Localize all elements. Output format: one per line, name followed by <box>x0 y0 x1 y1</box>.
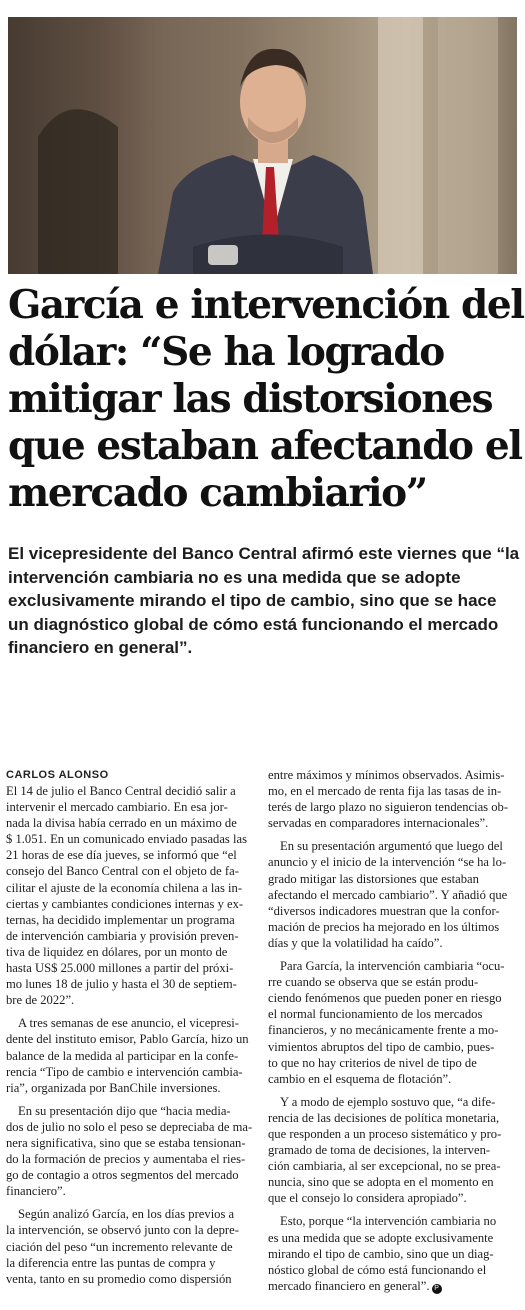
end-mark-icon: P <box>432 1284 442 1294</box>
body-text-line: financieros, y no mecánicamente frente a mo- <box>268 1023 499 1038</box>
body-text-line: Para García, la intervención cambiaria “ocu- <box>280 959 505 974</box>
body-text-line: ciendo fenómenos que pueden poner en riesgo <box>268 991 502 1006</box>
body-text-line: nera significativa, sino que se estaba tensionan- <box>6 1135 246 1150</box>
body-text-line: nuncia, sino que se adopta en el momento en <box>268 1175 494 1190</box>
headline <box>8 282 524 517</box>
lede-line: un diagnóstico global de cómo está funcionando el mercado <box>8 614 499 634</box>
lede <box>8 542 520 660</box>
body-text-line: mo, en el mercado de renta fija las tasas de in- <box>268 784 502 799</box>
body-text-line: que el consejo lo considera apropiado”. <box>268 1191 467 1206</box>
body-text-line: mación de precios ha mejorado en los últimos <box>268 919 500 934</box>
body-text-line: go de contagio a otros segmentos del mercado <box>6 1168 239 1183</box>
headline-line: mercado cambiario” <box>8 470 427 516</box>
body-text-line: que responden a un proceso sistemático y pro- <box>268 1126 502 1141</box>
lede-line: exclusivamente mirando el tipo de cambio, sino que se hace <box>8 591 497 610</box>
body-text-line: días y que la volatilidad ha caído”. <box>268 935 443 950</box>
body-text-line: consejo del Banco Central con el objeto de fa- <box>6 864 239 879</box>
headline-line: que estaban afectando el <box>8 423 522 469</box>
body-text-line: financiero”. <box>6 1184 66 1199</box>
lede-line: financiero en general”. <box>8 638 193 657</box>
body-text-line: do la formación de precios y aumentaba el ries- <box>6 1152 246 1167</box>
body-text-line: vimientos abruptos del tipo de cambio, pues- <box>268 1039 495 1054</box>
body-text-line: nada la divisa había cerrado en un máximo de <box>6 816 237 831</box>
body-text-line: venta, tanto en su promedio como dispersión <box>6 1271 232 1286</box>
body-text-line: servadas en comparadores internacionales”. <box>268 816 489 831</box>
body-text-line: cambio en el esquema de flotación”. <box>268 1071 452 1086</box>
body-text-line: Y a modo de ejemplo sostuvo que, “a dife- <box>280 1094 496 1109</box>
body-text-line: ciertas y cambiantes condiciones internas y ex- <box>6 896 244 911</box>
body-text-line: ción cambiaria, al ser excepcional, no se prea- <box>268 1159 501 1174</box>
body-column-right <box>268 767 521 1294</box>
body-text-line: mercado financiero en general”. P <box>268 1278 521 1294</box>
body-text-line: 21 horas de ese día jueves, se informó que “el <box>6 848 237 863</box>
body-text-line: grado mitigar las distorsiones que estaban <box>268 871 479 886</box>
body-text-line: nóstico global de cómo está funcionando el <box>268 1262 487 1277</box>
body-text-line: En su presentación dijo que “hacia media- <box>18 1103 231 1118</box>
body-column-left <box>6 768 259 1287</box>
body-text-line: A tres semanas de ese anuncio, el vicepresi- <box>18 1016 240 1031</box>
body-text-line: de intervención cambiaria y provisión preven- <box>6 928 239 943</box>
body-text-line: rencia de las decisiones de política monetaria, <box>268 1110 500 1125</box>
body-text-line: hasta US$ 25.000 millones a partir del próxi- <box>6 961 234 976</box>
body-text-line: la diferencia entre las puntas de compra y <box>6 1255 216 1270</box>
body-text-line: el normal funcionamiento de los mercados <box>268 1007 483 1022</box>
body-text-line: ria”, organizada por BanChile inversiones. <box>6 1080 221 1095</box>
body-text-line: Esto, porque “la intervención cambiaria no <box>280 1214 497 1229</box>
headline-line: dólar: “Se ha logrado <box>8 329 444 375</box>
lede-line: El vicepresidente del Banco Central afirmó este viernes que “la <box>8 544 520 563</box>
body-text-line: ternas, ha decidido implementar un programa <box>6 912 235 927</box>
body-text-line: es una medida que se adopte exclusivamente <box>268 1230 494 1245</box>
body-text-line: balance de la medida al participar en la confe- <box>6 1048 239 1063</box>
article-photo <box>8 17 517 274</box>
body-text-line: intervenir el mercado cambiario. En esa jor- <box>6 800 228 815</box>
body-text-line: ciación del peso “un incremento relevante de <box>6 1239 233 1254</box>
body-text-line: terés de largo plazo no siguieron tendencias ob- <box>268 800 509 815</box>
body-text-line: tiva de liquidez en dólares, por un monto de <box>6 944 228 959</box>
body-text-line: mirando el tipo de cambio, sino que un diag- <box>268 1246 494 1261</box>
body-text-line: El 14 de julio el Banco Central decidió salir a <box>6 784 236 798</box>
portrait-illustration <box>8 17 517 274</box>
body-text-line: anuncio y el inicio de la intervención “se ha lo- <box>268 855 507 870</box>
byline: CARLOS ALONSO <box>6 769 109 781</box>
headline-line: mitigar las distorsiones <box>8 376 493 422</box>
body-text-line: afectando el mercado cambiario”. Y añadió que <box>268 887 508 902</box>
body-text-line: Según analizó García, en los días previos a <box>18 1207 235 1222</box>
body-text-line: rre cuando se observa que se están produ- <box>268 975 479 990</box>
body-text-line: la intervención, se observó junto con la depre- <box>6 1223 239 1238</box>
lede-line: intervención cambiaria no es una medida que se adopte <box>8 567 461 587</box>
body-text-line: En su presentación argumentó que luego del <box>280 839 503 854</box>
body-text-line: “diversos indicadores muestran que la confor- <box>268 903 500 918</box>
body-text-line: entre máximos y mínimos observados. Asimis- <box>268 768 505 782</box>
body-text-line: bre de 2022”. <box>6 993 75 1008</box>
body-text-line: gramado de toma de decisiones, la interven- <box>268 1143 491 1158</box>
body-text-line: rencia “Tipo de cambio e intervención cambia- <box>6 1064 243 1079</box>
body-text-line: dente del instituto emisor, Pablo García, hizo un <box>6 1032 249 1047</box>
body-text-line: to que no hay criterios de nivel de tipo de <box>268 1055 477 1070</box>
body-text-line: cilitar el ajuste de la economía chilena a las in- <box>6 880 243 895</box>
body-text-line: dos de julio no solo el peso se depreciaba de ma- <box>6 1119 253 1134</box>
body-text-line: mo lunes 18 de julio y hasta el 30 de septiem- <box>6 977 237 992</box>
body-text-line: $ 1.051. En un comunicado enviado pasadas las <box>6 832 247 847</box>
headline-line: García e intervención del <box>8 282 524 328</box>
